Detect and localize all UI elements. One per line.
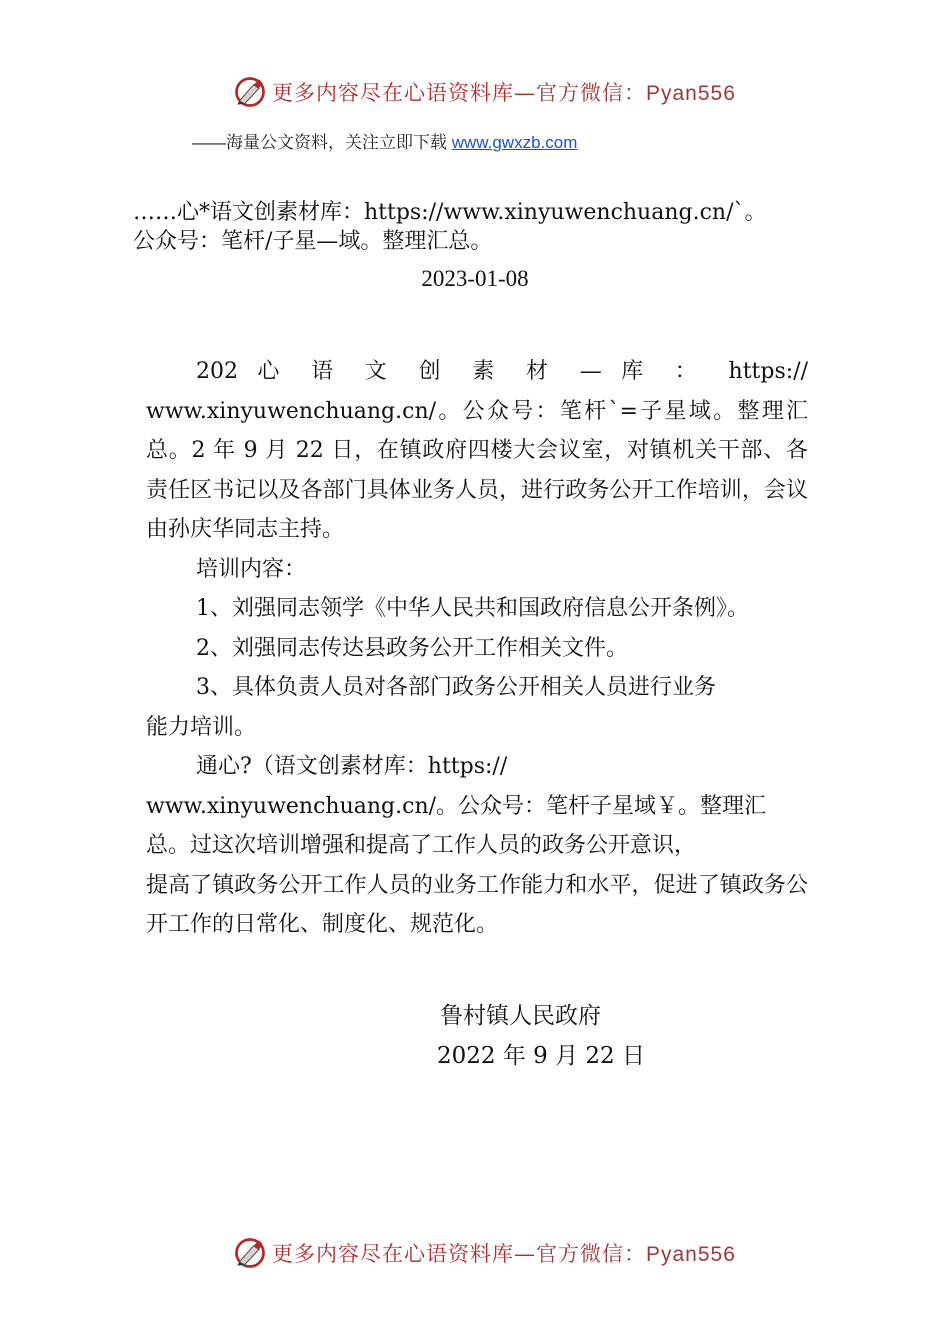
download-subline [192,128,577,153]
source-note-line-1: ……心*语文创素材库：https://www.xinyuwenchuang.cn/`。 [133,200,767,225]
paragraph-closing-b: www.xinyuwenchuang.cn/。公众号：笔杆子星域￥。整理汇 [146,793,767,819]
paragraph-item-3-a: 3、具体负责人员对各部门政务公开相关人员进行业务 [196,675,716,700]
banner-dash: — [514,81,536,105]
signature-organization: 鲁村镇人民政府 [440,1003,601,1029]
footer-banner-text [272,1238,736,1268]
subline-prefix: ——海量公文资料，关注立即下载 [192,133,452,152]
footer-banner-main: 更多内容尽在心语资料库 [272,1242,514,1266]
source-note [133,198,823,256]
pen-nib-logo-icon [232,1235,268,1271]
banner-text [272,77,736,107]
banner-wechat: 官方微信：Pyan556 [536,82,736,105]
pen-nib-logo-icon [232,74,268,110]
paragraph-closing-a: 通心?（语文创素材库：https:// [196,754,508,779]
paragraph-item-3-b: 能力培训。 [146,714,257,740]
source-note-line-2: 公众号：笔杆/子星—域。整理汇总。 [133,229,493,254]
paragraph-item-1: 1、刘强同志领学《中华人民共和国政府信息公开条例》。 [196,596,749,621]
download-link[interactable]: www.gwxzb.com [451,133,578,152]
signature-date: 2022 年 9 月 22 日 [437,1043,645,1069]
document-body [146,352,808,945]
banner-main: 更多内容尽在心语资料库 [272,81,514,105]
document-date: 2023-01-08 [421,266,529,291]
paragraph-1-rest: www.xinyuwenchuang.cn/。公众号：笔杆`=子星域。整理汇总。2 年 9 月 22 日，在镇政府四楼大会议室，对镇机关干部、各责任区书记以及各部门具体业务人员，进行政务公开工作培训，会议由孙庆华同志主持。 [146,398,808,542]
paragraph-closing-d: 提高了镇政务公开工作人员的业务工作能力和水平，促进了镇政务公开工作的日常化、制度化、规范化。 [146,872,808,937]
paragraph-1-first-line: 202 心 语 文 创 素 材 — 库 ： https:// [196,359,808,384]
paragraph-closing-c: 总。过这次培训增强和提高了工作人员的政务公开意识， [146,833,697,858]
paragraph-item-2: 2、刘强同志传达县政务公开工作相关文件。 [196,635,628,661]
header-banner [232,72,736,112]
footer-banner-wechat: 官方微信：Pyan556 [536,1243,736,1266]
paragraph-training-heading: 培训内容： [196,556,307,582]
footer-banner [232,1233,736,1273]
footer-banner-dash: — [514,1242,536,1266]
